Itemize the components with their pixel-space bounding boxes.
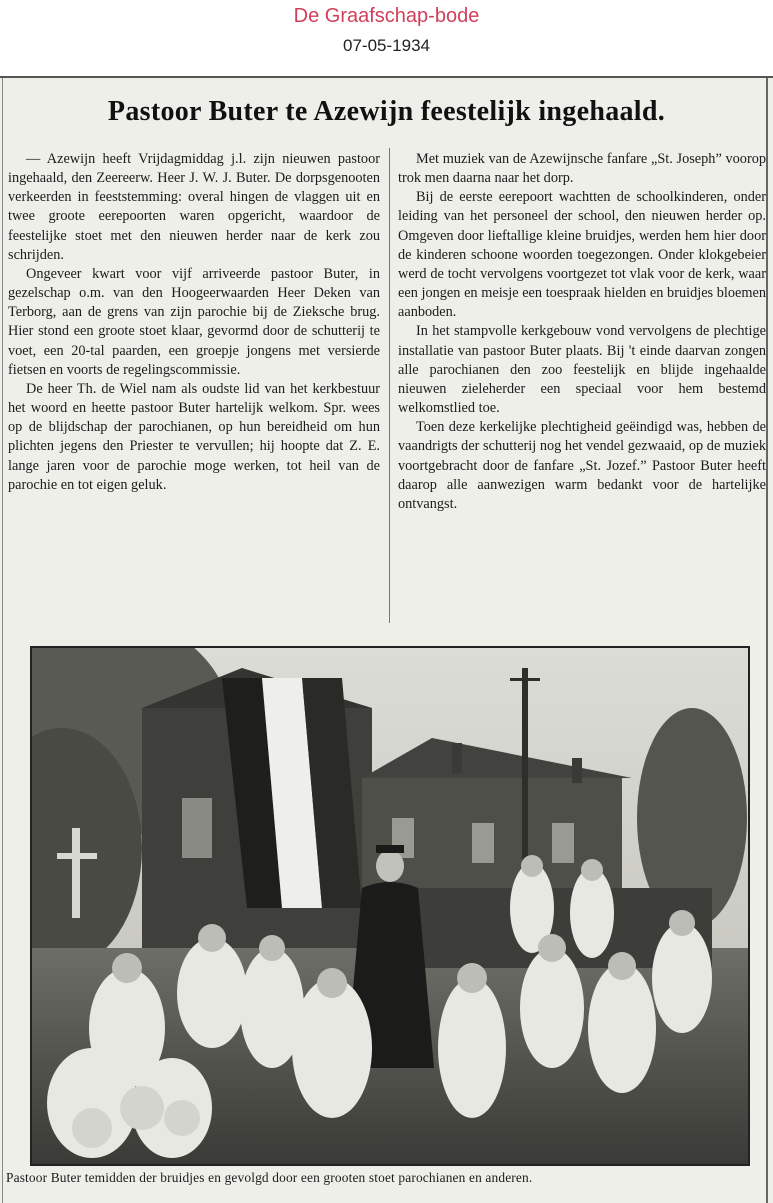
photo-caption: Pastoor Buter temidden der bruidjes en gevolgd door een grooten stoet parochianen en anderen. xyxy=(6,1170,533,1185)
article-headline: Pastoor Buter te Azewijn feestelijk ingehaald. xyxy=(107,96,666,127)
article-paragraph: In het stampvolle kerkgebouw vond vervolgens de plechtige installatie van pastoor Buter plaats. Bij 't einde daarvan zongen alle parochianen den zoo feestelijk en blijde ingehaalde nieuwen zieleherder een speciaal voor hem bestemd welkomstlied toe. xyxy=(398,323,766,417)
newspaper-title[interactable]: De Graafschap-bode xyxy=(293,5,480,27)
article-right-column xyxy=(398,150,766,514)
newspaper-clipping xyxy=(0,76,773,1203)
column-divider xyxy=(389,148,390,623)
article-paragraph: De heer Th. de Wiel nam als oudste lid van het kerkbestuur het woord en heette pastoor Buter hartelijk welkom. Spr. wees op de blijdschap der parochianen, op hun bereidheid om hun plichten jegens den Priester te vervullen; hij hoopte dat Z. E. lange jaren voor de parochie moge werken, tot heil van de parochie en tot eigen geluk. xyxy=(8,380,380,493)
article-paragraph: — Azewijn heeft Vrijdagmiddag j.l. zijn nieuwen pastoor ingehaald, den Zeereerw. Heer J. W. J. Buter. De dorpsgenooten verkeerden in feeststemming: overal hingen de vlaggen uit en twee groote eerepoorten waren opgericht, waardoor de feestelijke stoet met den nieuwen herder naar de kerk zou schrijden. xyxy=(8,151,380,263)
clipping-edge-right xyxy=(766,78,768,1203)
article-paragraph: Ongeveer kwart voor vijf arriveerde pastoor Buter, in gezelschap o.m. van den Hoogeerwaarden Heer Deken van Terborg, aan de grens van zijn parochie bij de Zieksche brug. Hier stond een groote stoet klaar, gevormd door de schutterij te voet, een 20-tal paarden, een groepje jongens met versierde fietsen en voorts de regelingscommissie. xyxy=(8,265,380,378)
article-paragraph: Toen deze kerkelijke plechtigheid geëindigd was, hebben de vaandrigts der schutterij nog het vendel gezwaaid, op de muziek voortgebracht door de fanfare „St. Jozef.” Pastoor Buter heeft daarop alle aanwezigen warm bedankt voor de hartelijke ontvangst. xyxy=(398,419,766,512)
procession-photo xyxy=(30,646,750,1166)
article-paragraph: Bij de eerste eerepoort wachtten de schoolkinderen, onder leiding van het personeel der school, den nieuwen herder op. Omgeven door lieftallige kleine bruidjes, werden hem hier door de kinderen schoone woorden toegezongen. Onder klokgebeier werd de tocht vervolgens voortgezet tot vlak voor de kerk, waar een jongen en meisje een toespraak hielden en bruidjes bloemen aanboden. xyxy=(398,189,766,321)
publication-date: 07-05-1934 xyxy=(343,36,430,55)
article-paragraph: Met muziek van de Azewijnsche fanfare „St. Joseph” voorop trok men daarna naar het dorp. xyxy=(398,151,766,187)
clipping-edge-left xyxy=(2,78,3,1203)
article-left-column xyxy=(8,150,380,495)
procession-photo-illustration xyxy=(32,648,748,1164)
masthead xyxy=(0,0,773,76)
